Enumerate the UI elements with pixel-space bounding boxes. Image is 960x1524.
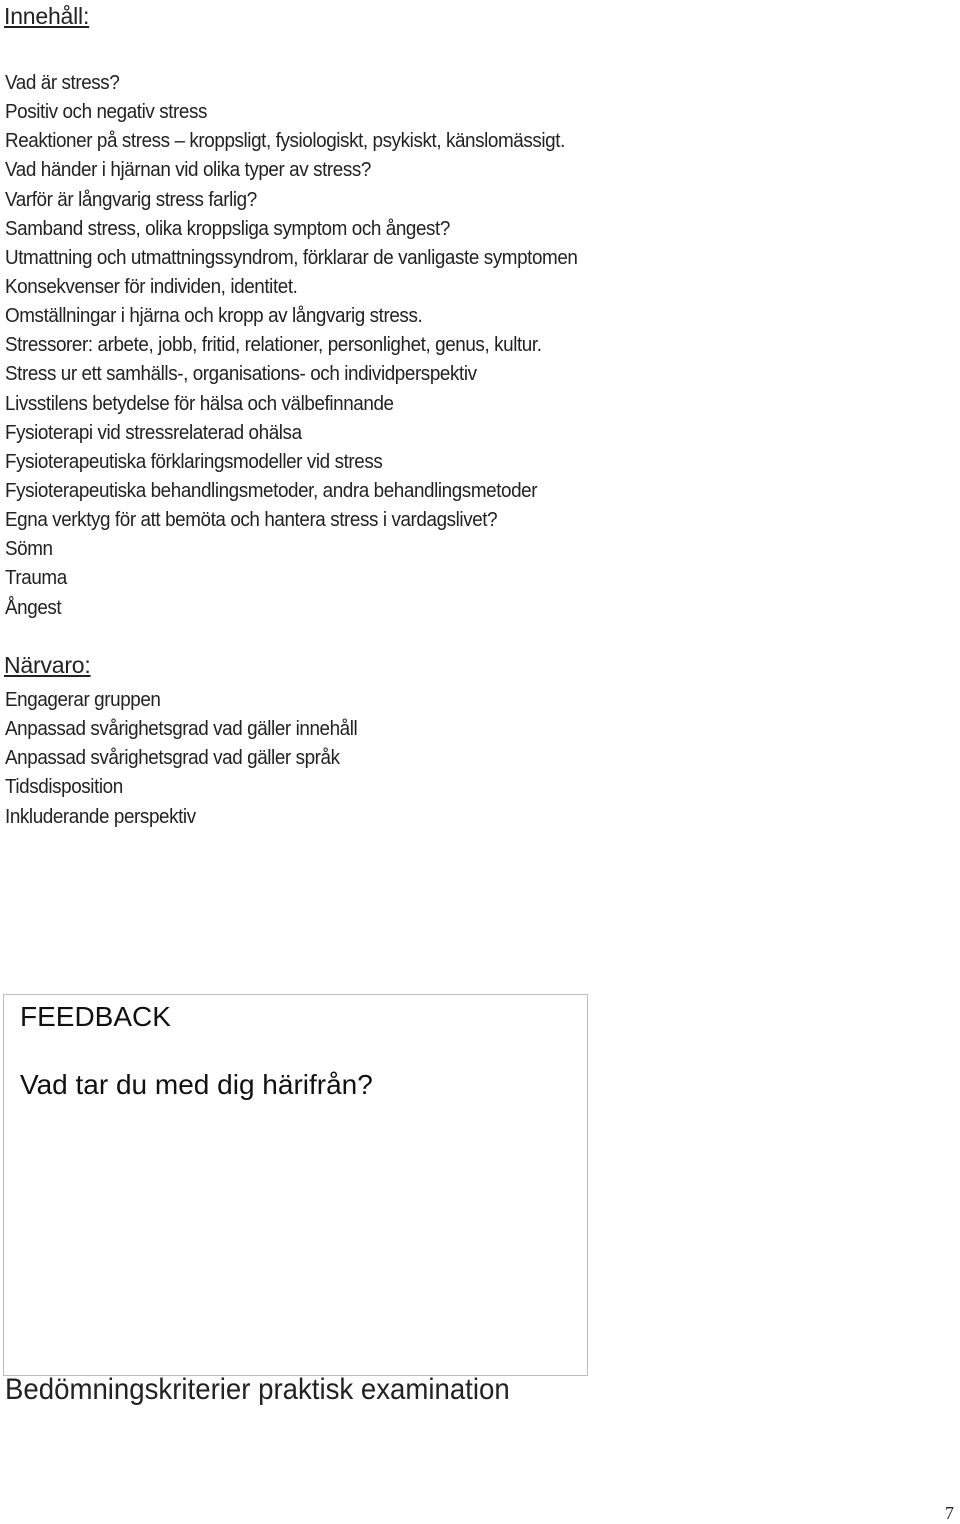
list-item: Varför är långvarig stress farlig? [5, 187, 257, 211]
page-number: 7 [945, 1503, 954, 1523]
list-item: Fysioterapeutiska förklaringsmodeller vid stress [5, 449, 383, 473]
assessment-criteria-heading: Bedömningskriterier praktisk examination [5, 1373, 510, 1406]
list-item: Ångest [5, 595, 62, 619]
list-item: Engagerar gruppen [5, 688, 161, 711]
contents-heading: Innehåll: [4, 3, 90, 29]
list-item: Positiv och negativ stress [5, 100, 208, 124]
list-item: Samband stress, olika kroppsliga symptom och ångest? [5, 216, 450, 240]
list-item: Egna verktyg för att bemöta och hantera stress i vardagslivet? [5, 508, 498, 532]
list-item: Livsstilens betydelse för hälsa och välbefinnande [5, 391, 394, 415]
list-item: Vad händer i hjärnan vid olika typer av stress? [5, 158, 371, 182]
list-item: Sömn [5, 537, 53, 561]
list-item: Anpassad svårighetsgrad vad gäller innehåll [5, 717, 358, 741]
presence-list [5, 685, 388, 831]
list-item: Fysioterapi vid stressrelaterad ohälsa [5, 420, 302, 444]
list-item: Fysioterapeutiska behandlingsmetoder, andra behandlingsmetoder [5, 478, 538, 502]
list-item: Stressorer: arbete, jobb, fritid, relationer, personlighet, genus, kultur. [5, 333, 542, 357]
feedback-box [3, 994, 588, 1376]
list-item: Trauma [5, 566, 67, 590]
list-item: Vad är stress? [5, 71, 120, 94]
list-item: Konsekvenser för individen, identitet. [5, 274, 298, 298]
list-item: Tidsdisposition [5, 775, 123, 799]
list-item: Reaktioner på stress – kroppsligt, fysiologiskt, psykiskt, känslomässigt. [5, 129, 565, 153]
list-item: Utmattning och utmattningssyndrom, förklarar de vanligaste symptomen [5, 245, 578, 269]
list-item: Inkluderande perspektiv [5, 804, 196, 828]
feedback-title: FEEDBACK [20, 1001, 171, 1032]
presence-heading: Närvaro: [4, 652, 91, 678]
list-item: Omställningar i hjärna och kropp av långvarig stress. [5, 304, 423, 328]
list-item: Stress ur ett samhälls-, organisations- och individperspektiv [5, 362, 477, 386]
list-item: Anpassad svårighetsgrad vad gäller språk [5, 746, 340, 770]
contents-list [5, 68, 627, 622]
feedback-question: Vad tar du med dig härifrån? [20, 1069, 373, 1100]
